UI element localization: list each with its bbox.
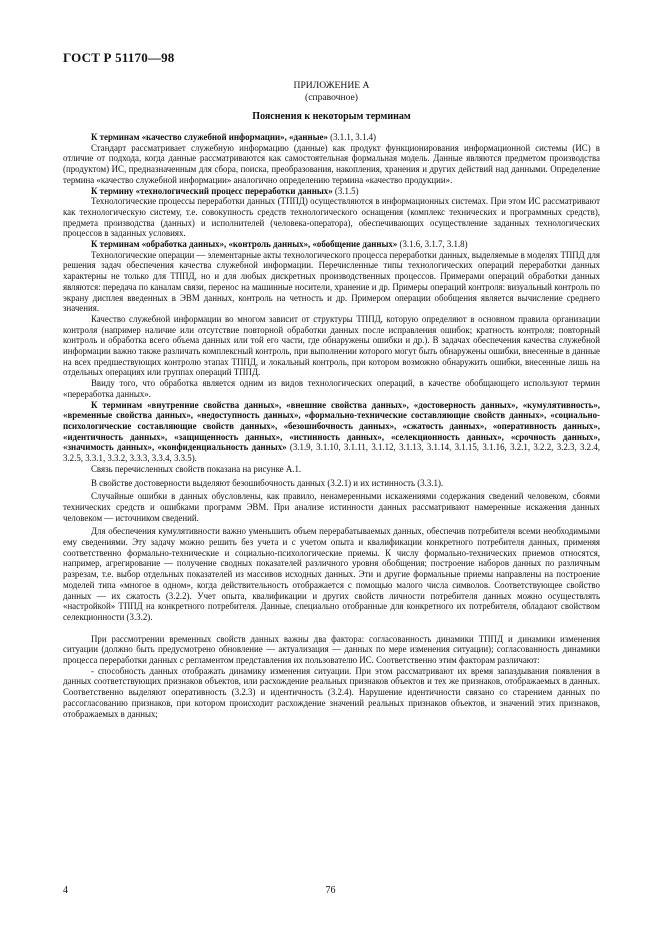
term-heading: К терминам «качество служебной информации», «данные» [91, 132, 328, 142]
body-paragraph [63, 314, 600, 378]
term-heading-paragraph [63, 400, 600, 464]
body-paragraph [63, 464, 600, 475]
footer-left-number: 4 [63, 885, 68, 896]
clause-refs: (3.1.6, 3.1.7, 3.1.8) [397, 239, 468, 250]
term-heading: К термину «технологический процесс переработки данных» [91, 185, 333, 196]
term-heading: К терминам «внутренние свойства данных», «внешние свойства данных», «достоверность данных», «кумулятивность», «временные свойства данных», «недоступность данных», «формально-технические составляющие свойств данных», «социально-психологические составляющие свойств данных», «безошибочность данных», «сжатость данных», «оперативность данных», «идентичность данных», «защищенность данных», «истинность данных», «селекционность данных», «срочность данных», «значимость данных», «конфиденциальность данных» [63, 399, 600, 453]
document-body [63, 132, 600, 719]
paragraph-text: Связь перечисленных свойств показана на рисунке А.1. [91, 463, 302, 474]
section-heading: Пояснения к некоторым терминам [252, 111, 411, 122]
clause-refs: (3.1.9, 3.1.10, 3.1.11, 3.1.12, 3.1.13, 3.1.14, 3.1.15, 3.1.16, 3.2.1, 3.2.2, 3.2.3, 3.2.4, 3.2.5, 3.3.1, 3.3.2, 3.3.3, 3.3.4, 3.3.5). [63, 442, 600, 464]
paragraph-text: Качество служебной информации во многом зависит от структуры ТППД, которую определяют в основном правила организации контроля (например наличие или отсутствие повторной обработки данных после исправления ошибок; кратность контроля: повторный контроль и обработка всего объема данных или той его части, где обнаружены ошибки и др.). В задачах обеспечения качества служебной информации важно также различать комплексный контроль, при выполнении которого могут быть обнаружены ошибки, внесенные в данные на всех предшествующих контролю этапах ТППД, и локальный контроль, при котором возможно обнаружить ошибки, внесенные лишь на отдельных операциях или группах операций ТППД. [63, 313, 600, 378]
page-number: 76 [325, 885, 336, 896]
paragraph-text: Случайные ошибки в данных обусловлены, как правило, ненамеренными искажениями содержания сведений человеком, сбоями технических средств и ошибками программ ЭВМ. При анализе истинности данных рассматривают намеренные искажения данных человеком — источником сведений. [63, 491, 600, 523]
paragraph-text: Технологические операции — элементарные акты технологического процесса переработки данных, выделяемые в моделях ТППД для решения задач обеспечения качества служебной информации. Перечисленные типы технологических операций переработки данных характерны не только для ТППД, но и для любых дискретных производственных процессов. Примерами операций обработки данных являются: передача по каналам связи, перенос на машинные носители, хранение и др. Примеры операций контроля: визуальный контроль по экрану дисплея введенных в ЭВМ данных, контроль на четность и др. Примером операции обобщения является вычисление среднего значения. [63, 249, 600, 314]
body-paragraph [63, 378, 600, 399]
term-heading: К терминам «обработка данных», «контроль данных», «обобщение данных» [91, 239, 398, 250]
paragraph-text: Для обеспечения кумулятивности важно уменьшить объем перерабатываемых данных, обеспечив потребителя всеми необходимыми ему сведениями. Эту задачу можно решить без учета и с учетом опыта и квалификации конкретного потребителя данных, применяя соответственно формально-технические и социально-психологические приемы. К числу формально-технических приемов относятся, например, агрегирование — получение сводных показателей различного уровня обобщения; построение наборов данных по различным разрезам, т.е. выбор отдельных показателей из массивов исходных данных. Эти и другие формальные приемы направлены на построение моделей типа «многое в одном», когда действительность отображается с помощью малого числа символов. Соответствующее свойство данных — их сжатость (3.2.2). Учет опыта, квалификации и других свойств личности потребителя данных можно осуществлять «настройкой» ТППД на конкретного потребителя. Данные, специально отобранные для конкретного их потребителя, обладают свойством селекционности (3.3.2). [63, 526, 600, 622]
body-paragraph [63, 478, 600, 489]
body-paragraph [63, 634, 600, 666]
paragraph-text: Ввиду того, что обработка является одним из видов технологических операций, в качестве обобщающего используют термин «переработка данных». [63, 378, 600, 399]
clause-refs: (3.1.1, 3.1.4) [327, 132, 377, 142]
paragraph-text: Стандарт рассматривает служебную информацию (данные) как продукт функционирования информационной системы (ИС) в отличие от подхода, когда данные рассматриваются как самостоятельная формальная модель. Данные являются предметом производства (продуктом) ИС, предназначенным для сбора, поиска, преобразования, накопления, хранения и других действий над данными. Определение термина «качество служебной информации» аналогично определению термина «качество продукции». [63, 142, 600, 185]
body-paragraph [63, 196, 600, 239]
body-paragraph [63, 491, 600, 523]
paragraph-text: В свойстве достоверности выделяют безошибочность данных (3.2.1) и их истинность (3.3.1). [91, 477, 444, 488]
appendix-subtitle: (справочное) [305, 92, 358, 103]
term-heading-paragraph [63, 186, 600, 197]
body-paragraph [63, 250, 600, 314]
term-heading-paragraph [63, 132, 600, 143]
clause-refs: (3.1.5) [332, 185, 359, 196]
term-heading-paragraph [63, 239, 600, 250]
paragraph-text: При рассмотрении временных свойств данных важны два фактора: согласованность динамики ТППД и динамики изменения ситуации (должно быть предусмотрено обновление — актуализация — данных по мере изменения ситуации); согласованность динамики процесса переработки данных с регламентом представления их пользователю ИС. Соответственно этим факторам различают: [63, 633, 600, 666]
body-paragraph [63, 526, 600, 622]
paragraph-text: Технологические процессы переработки данных (ТППД) осуществляются в информационных системах. При этом ИС рассматривают как технологическую систему, т.е. совокупность средств технологического оснащения (комплекс технических и программных средств), предмета производства (данных) и исполнителей (человека-оператора), обеспечивающих осуществление заданных технологических процессов в заданных условиях. [63, 196, 600, 239]
appendix-title: ПРИЛОЖЕНИЕ А [293, 80, 370, 91]
standard-header: ГОСТ Р 51170—98 [63, 50, 175, 65]
body-paragraph [63, 143, 600, 186]
body-paragraph [63, 666, 600, 720]
paragraph-text: - способность данных отображать динамику изменения ситуации. При этом рассматривают их время запаздывания появления в данных соответствующих признаков объектов, или расхождение реальных признаков объектов и тех же признаков, отображаемых в данных. Соответственно выделяют оперативность (3.2.3) и идентичность (3.2.4). Нарушение идентичности связано со старением данных по рассогласованию признаков, при котором происходит расхождение значений реальных признаков объектов, и значений этих признаков, отображаемых в данных; [63, 665, 600, 719]
